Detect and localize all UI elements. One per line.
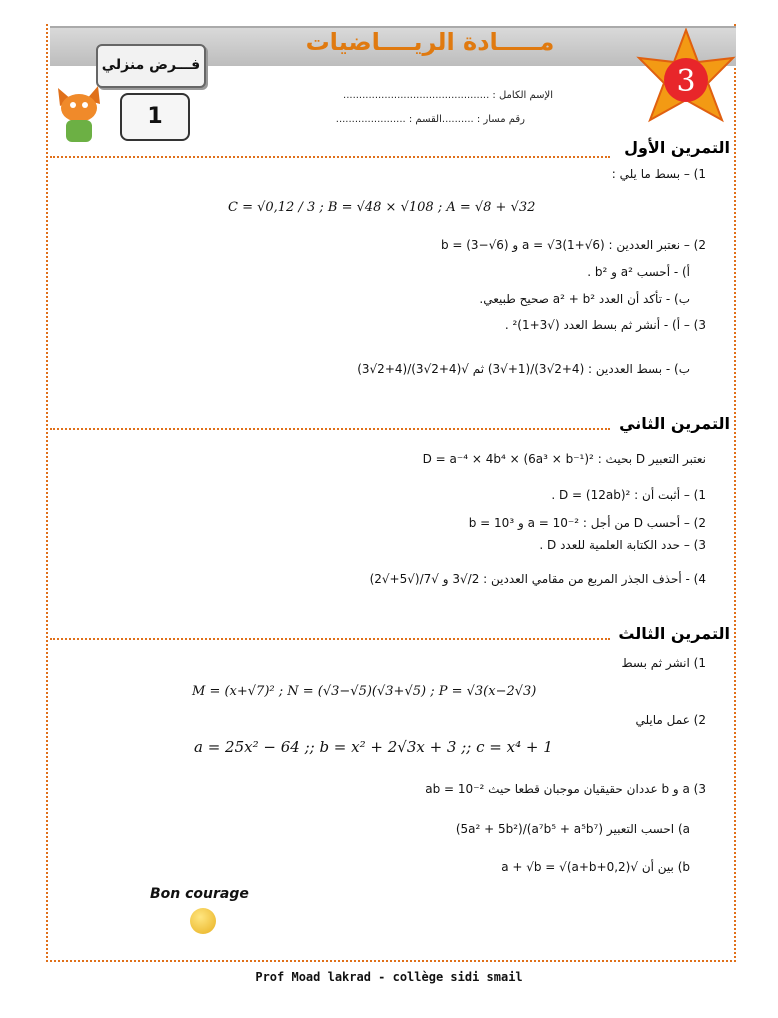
- ex1-q1-math: C = √0,12 / 3 ; B = √48 × √108 ; A = √8 + √32: [228, 200, 536, 215]
- smiley-icon: [190, 908, 216, 934]
- fox-mascot-icon: [50, 80, 110, 144]
- ex2-q2: 2) – أحسب D من أجل : a = 10⁻² و b = 10³: [468, 516, 706, 530]
- homework-number: 1: [120, 93, 190, 141]
- bon-courage-text: Bon courage: [150, 886, 249, 902]
- ex3-q1-math: M = (x+√7)² ; N = (√3−√5)(√3+√5) ; P = √3(x−2√3): [192, 684, 537, 699]
- ex2-q3: 3) – حدد الكتابة العلمية للعدد D .: [539, 538, 706, 552]
- section-divider: [50, 156, 610, 158]
- ex2-intro: نعتبر التعبير D بحيث : D = a⁻⁴ × 4b⁴ × (6a³ × b⁻¹)²: [422, 452, 706, 466]
- section-divider: [50, 428, 610, 430]
- ex3-q2: 2) عمل مايلي: [635, 713, 706, 727]
- exercise-3-title: التمرين الثالث: [618, 624, 730, 643]
- ex1-q2: 2) – نعتبر العددين : a = √3(1+√6) و b = (3−√6): [440, 238, 706, 252]
- ex1-q2b: ب) - تأكد أن العدد a² + b² صحيح طبيعي.: [479, 292, 690, 306]
- name-field: الإسم الكامل : ..............................................: [343, 90, 553, 101]
- exercise-1-title: التمرين الأول: [624, 138, 730, 157]
- page-title: مـــــادة الريــــاضيات: [305, 28, 555, 56]
- section-divider: [50, 638, 610, 640]
- ex1-q1: 1) – بسط ما يلي :: [611, 167, 706, 181]
- ex3-q3a: a) احسب التعبير (a⁷b⁵ + a⁵b⁷)/(5a² + 5b²): [455, 822, 690, 836]
- ex3-q3b: b) بين أن √a + √b = √(a+b+0,2): [501, 860, 690, 874]
- ex1-q3a: 3) – أ) - أنشر ثم بسط العدد (√3+1)² .: [504, 318, 706, 332]
- ex1-q2a: أ) - أحسب a² و b² .: [587, 265, 690, 279]
- footer-credit: Prof Moad lakrad - collège sidi smail: [255, 970, 523, 984]
- exercise-2-title: التمرين الثاني: [619, 414, 730, 433]
- ex2-q1: 1) – أثبت أن : D = (12ab)² .: [551, 488, 706, 502]
- class-field: رقم مسار : ..........القسم : ......................: [335, 114, 525, 125]
- ex3-q1: 1) انشر ثم بسط: [621, 656, 706, 670]
- ex3-q2-math: a = 25x² − 64 ;; b = x² + 2√3x + 3 ;; c = x⁴ + 1: [194, 738, 553, 756]
- homework-tag: فـــرض منزلي: [96, 44, 206, 88]
- star-badge-icon: [636, 28, 736, 128]
- ex2-q4: 4) - أحذف الجذر المربع من مقامي العددين : 2/√3 و √7/(√5+√2): [369, 572, 706, 586]
- ex3-q3: 3) a و b عددان حقيقيان موجبان قطعا حيث ab = 10⁻²: [425, 782, 706, 796]
- semester-number: 3: [676, 64, 696, 99]
- ex1-q3b: ب) - بسط العددين : (4+2√3)/(1+√3) ثم √(4+2√3)/(4+2√3): [357, 362, 690, 376]
